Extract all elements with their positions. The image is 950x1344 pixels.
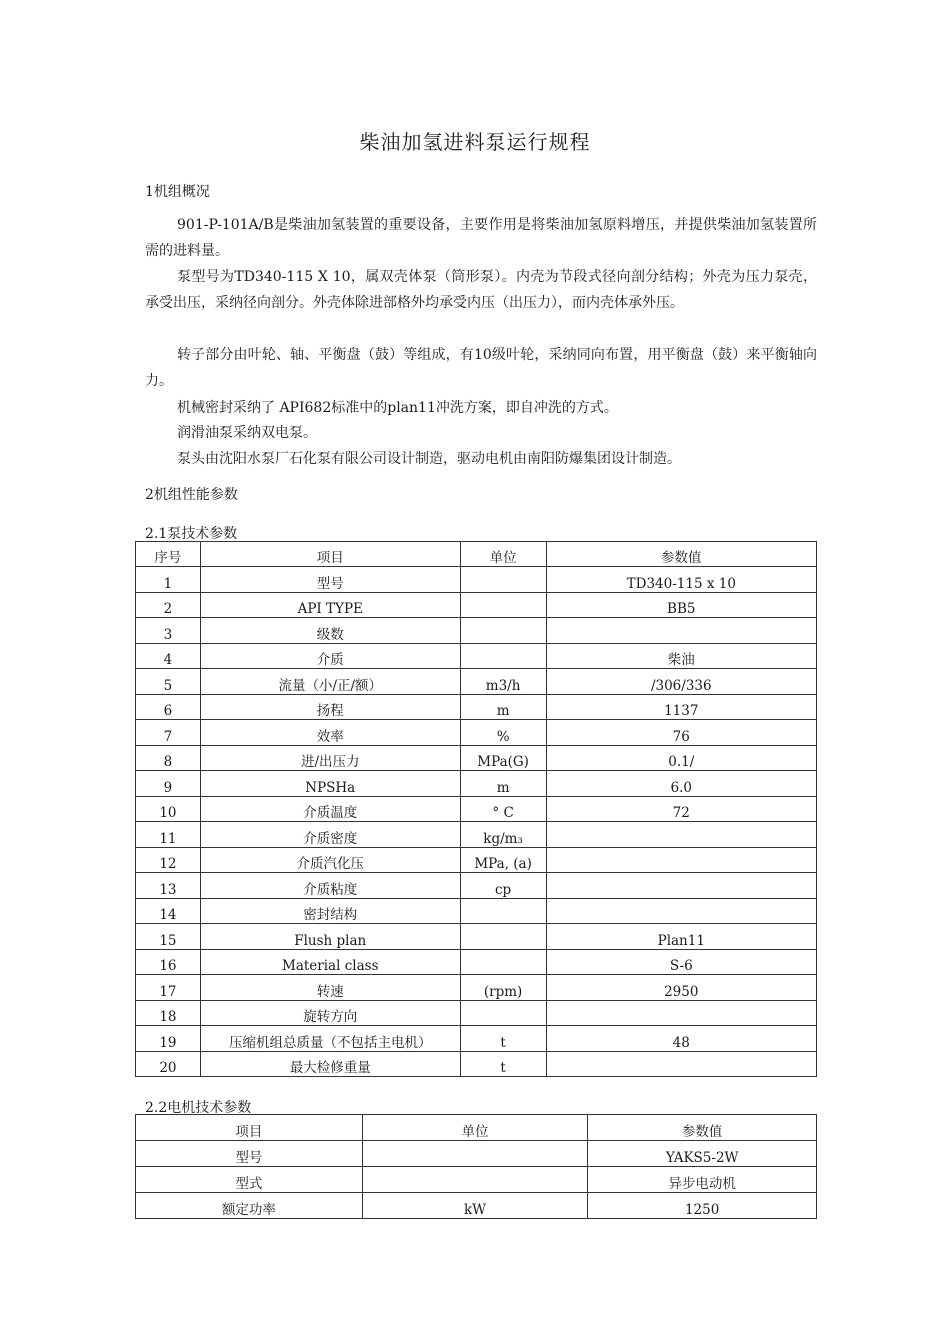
table-header-row — [136, 1115, 817, 1141]
paragraph-rotor: 转子部分由叶轮、轴、平衡盘（鼓）等组成，有10级叶轮，采纳同向布置，用平衡盘（鼓）来平衡轴向力。 — [145, 347, 817, 389]
paragraph-pump-type: 泵型号为TD340-115 X 10，属双壳体泵（筒形泵）。内壳为节段式径向剖分结构；外壳为压力泵壳，承受出压，采纳径向剖分。外壳体除进部格外均承受内压（出压力），而内壳体承外压。 — [145, 269, 817, 311]
table-cell: 17 — [136, 975, 201, 1001]
table-cell: YAKS5-2W — [588, 1141, 817, 1167]
table-cell: 13 — [136, 873, 201, 899]
table-cell: API TYPE — [200, 592, 460, 618]
table-cell: 异步电动机 — [588, 1167, 817, 1193]
table-cell: 型号 — [136, 1141, 363, 1167]
table-cell: 5 — [136, 669, 201, 695]
subsection-heading-pump: 2.1泵技术参数 — [145, 526, 238, 542]
table-row — [136, 1167, 817, 1193]
table-cell — [546, 822, 816, 848]
table-cell — [546, 1000, 816, 1026]
document-title: 柴油加氢进料泵运行规程 — [359, 130, 591, 154]
table-cell: 6.0 — [546, 771, 816, 797]
table-cell: 扬程 — [200, 694, 460, 720]
table-row — [136, 847, 817, 873]
table-cell — [460, 592, 546, 618]
table-cell — [362, 1167, 588, 1193]
table-cell: t — [460, 1026, 546, 1052]
table-cell: S-6 — [546, 949, 816, 975]
table-cell: 1137 — [546, 694, 816, 720]
table-row — [136, 822, 817, 848]
table-cell — [460, 643, 546, 669]
table-cell — [460, 618, 546, 644]
line-manufacturer: 泵头由沈阳水泵厂石化泵有限公司设计制造，驱动电机由南阳防爆集团设计制造。 — [177, 451, 681, 467]
table-cell: MPa, (a) — [460, 847, 546, 873]
table-cell: /306/336 — [546, 669, 816, 695]
column-header: 项目 — [136, 1115, 363, 1141]
table-cell — [460, 924, 546, 950]
table-cell: BB5 — [546, 592, 816, 618]
table-cell: 8 — [136, 745, 201, 771]
table-cell: 19 — [136, 1026, 201, 1052]
table-cell: 旋转方向 — [200, 1000, 460, 1026]
table-cell — [546, 847, 816, 873]
table-cell: m3/h — [460, 669, 546, 695]
table-cell: 转速 — [200, 975, 460, 1001]
table-cell: 1 — [136, 567, 201, 593]
table-cell: 7 — [136, 720, 201, 746]
table-cell: 12 — [136, 847, 201, 873]
section-heading-overview: 1机组概况 — [145, 184, 210, 200]
paragraph-purpose: 901-P-101A/B是柴油加氢装置的重要设备，主要作用是将柴油加氢原料增压，并提供柴油加氢装置所需的进料量。 — [145, 217, 817, 259]
table-row — [136, 873, 817, 899]
table-cell: 15 — [136, 924, 201, 950]
table-cell: 介质汽化压 — [200, 847, 460, 873]
table-cell: 11 — [136, 822, 201, 848]
table-cell: 9 — [136, 771, 201, 797]
table-cell: MPa(G) — [460, 745, 546, 771]
column-header: 单位 — [362, 1115, 588, 1141]
table-cell: 型式 — [136, 1167, 363, 1193]
table-row — [136, 1026, 817, 1052]
table-cell — [460, 898, 546, 924]
column-header: 序号 — [136, 542, 201, 567]
table-cell: 72 — [546, 796, 816, 822]
table-row — [136, 796, 817, 822]
table-cell: 20 — [136, 1051, 201, 1077]
table-cell: 0.1/ — [546, 745, 816, 771]
table-row — [136, 1141, 817, 1167]
table-cell: 10 — [136, 796, 201, 822]
table-cell: % — [460, 720, 546, 746]
table-row — [136, 771, 817, 797]
table-cell: m — [460, 771, 546, 797]
table-cell: 18 — [136, 1000, 201, 1026]
table-row — [136, 694, 817, 720]
table-cell — [362, 1141, 588, 1167]
table-row — [136, 975, 817, 1001]
table-cell: 介质 — [200, 643, 460, 669]
table-row — [136, 567, 817, 593]
section-heading-performance: 2机组性能参数 — [145, 487, 238, 503]
table-cell: kW — [362, 1193, 588, 1219]
table-cell — [546, 618, 816, 644]
column-header: 项目 — [200, 542, 460, 567]
table-cell: 2950 — [546, 975, 816, 1001]
table-cell — [460, 949, 546, 975]
table-cell: 6 — [136, 694, 201, 720]
table-cell: 额定功率 — [136, 1193, 363, 1219]
table-cell: 进/出压力 — [200, 745, 460, 771]
pump-parameters-table — [135, 541, 817, 1077]
table-row — [136, 1193, 817, 1219]
table-cell: ° C — [460, 796, 546, 822]
table-cell: Flush plan — [200, 924, 460, 950]
table-cell: 效率 — [200, 720, 460, 746]
table-row — [136, 898, 817, 924]
table-cell: 压缩机组总质量（不包括主电机） — [200, 1026, 460, 1052]
subsection-heading-motor: 2.2电机技术参数 — [145, 1100, 252, 1116]
table-cell: 3 — [136, 618, 201, 644]
table-cell: TD340-115 x 10 — [546, 567, 816, 593]
table-cell: 最大检修重量 — [200, 1051, 460, 1077]
table-cell: 介质密度 — [200, 822, 460, 848]
table-cell: 流量（小/正/额） — [200, 669, 460, 695]
table-cell: Plan11 — [546, 924, 816, 950]
column-header: 单位 — [460, 542, 546, 567]
table-cell: 型号 — [200, 567, 460, 593]
table-row — [136, 618, 817, 644]
line-mechanical-seal: 机械密封采纳了 API682标准中的plan11冲洗方案，即自冲洗的方式。 — [177, 400, 618, 416]
table-cell — [546, 1051, 816, 1077]
table-cell: kg/m₃ — [460, 822, 546, 848]
column-header: 参数值 — [588, 1115, 817, 1141]
table-cell: t — [460, 1051, 546, 1077]
table-header-row — [136, 542, 817, 567]
table-cell — [460, 1000, 546, 1026]
table-cell: 14 — [136, 898, 201, 924]
table-row — [136, 924, 817, 950]
table-cell: 1250 — [588, 1193, 817, 1219]
table-row — [136, 1051, 817, 1077]
table-row — [136, 720, 817, 746]
table-cell: Material class — [200, 949, 460, 975]
table-row — [136, 745, 817, 771]
table-cell: cp — [460, 873, 546, 899]
table-cell: 2 — [136, 592, 201, 618]
table-cell: NPSHa — [200, 771, 460, 797]
table-cell — [546, 898, 816, 924]
table-cell: m — [460, 694, 546, 720]
table-row — [136, 1000, 817, 1026]
table-row — [136, 669, 817, 695]
line-lube-pump: 润滑油泵采纳双电泵。 — [177, 425, 317, 441]
table-cell: 介质粘度 — [200, 873, 460, 899]
table-cell: 48 — [546, 1026, 816, 1052]
table-cell — [546, 873, 816, 899]
table-cell: 介质温度 — [200, 796, 460, 822]
table-cell: (rpm) — [460, 975, 546, 1001]
table-row — [136, 643, 817, 669]
table-cell — [460, 567, 546, 593]
table-row — [136, 949, 817, 975]
motor-parameters-table — [135, 1114, 817, 1219]
table-cell: 16 — [136, 949, 201, 975]
table-cell: 76 — [546, 720, 816, 746]
table-cell: 4 — [136, 643, 201, 669]
table-cell: 密封结构 — [200, 898, 460, 924]
column-header: 参数值 — [546, 542, 816, 567]
table-row — [136, 592, 817, 618]
table-cell: 级数 — [200, 618, 460, 644]
table-cell: 柴油 — [546, 643, 816, 669]
